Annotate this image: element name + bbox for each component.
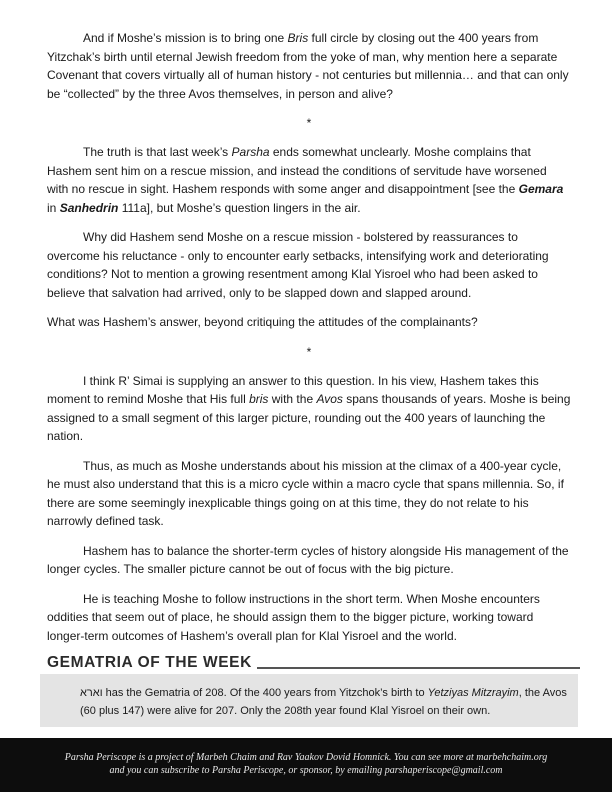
footer-line-2: and you can subscribe to Parsha Periscope, or sponsor, by emailing parshaperiscope@gmail.com: [109, 764, 503, 776]
article-body: [47, 29, 571, 656]
text-segment: Parsha: [231, 145, 270, 159]
text-segment: He is teaching Moshe to follow instructions in the short term. When Moshe encounters oddities that seem out of place, he should assign them to the bigger picture, working toward longer-term outcomes of Hashem’s overall plan for Klal Yisroel and the world.: [47, 591, 540, 643]
text-segment: Hashem has to balance the shorter-term cycles of history alongside His management of the longer cycles. The smaller picture cannot be out of focus with the big picture.: [47, 543, 569, 576]
gematria-box: [40, 674, 578, 727]
text-segment: , the Avos (60 plus 147) were alive for 207. Only the 208th year found Klal Yisroel on their own.: [80, 687, 567, 717]
text-segment: וארא: [80, 687, 103, 699]
text-segment: 111a], but Moshe’s question lingers in the air.: [118, 200, 361, 215]
paragraph: [47, 228, 571, 302]
footer: [0, 738, 612, 792]
text-segment: Yetziyas Mitzrayim: [427, 687, 519, 699]
paragraph: [47, 590, 571, 646]
text-segment: has the Gematria of 208. Of the 400 years from Yitzchok’s birth to: [102, 687, 428, 699]
gematria-title: GEMATRIA OF THE WEEK: [47, 654, 252, 671]
text-segment: with the: [268, 392, 317, 406]
text-segment: Gemara: [518, 182, 564, 196]
paragraph: [47, 143, 571, 217]
gematria-text: [80, 684, 568, 720]
text-segment: in: [47, 200, 60, 215]
footer-line-1: Parsha Periscope is a project of Marbeh Chaim and Rav Yaakov Dovid Homnick. You can see more at marbehchaim.org: [64, 752, 548, 763]
paragraph: [47, 457, 571, 531]
paragraph: [47, 542, 571, 579]
text-segment: Bris: [287, 31, 309, 45]
text-segment: Why did Hashem send Moshe on a rescue mission - bolstered by reassurances to overcome his reluctance - only to encounter early setbacks, intensifying work and deteriorating conditions? Not to mention a growing resentment among Klal Yisroel who had been asked to believe that salvation had arrived, only to be slapped down and slapped around.: [47, 230, 549, 300]
title-rule: [257, 667, 580, 669]
gematria-section-header: [47, 654, 580, 672]
paragraph: [47, 313, 571, 332]
paragraph: [47, 372, 571, 446]
section-separator: *: [306, 116, 312, 130]
text-segment: What was Hashem’s answer, beyond critiquing the attitudes of the complainants?: [47, 315, 478, 329]
text-segment: Sanhedrin: [59, 200, 119, 215]
text-segment: ends somewhat unclearly. Moshe complains that Hashem sent him on a rescue mission, and instead the conditions of servitude have worsened with no rescue in sight. Hashem responds with some anger and disappointment [see the: [47, 145, 547, 196]
section-separator: *: [306, 344, 312, 359]
text-segment: The truth is that last week’s: [83, 145, 232, 159]
text-segment: Avos: [316, 392, 343, 406]
text-segment: I think R’ Simai is supplying an answer to this question. In his view, Hashem takes this moment to remind Moshe that His full: [47, 373, 539, 406]
text-segment: bris: [249, 392, 269, 406]
text-segment: spans thousands of years. Moshe is being assigned to a small segment of this larger picture, rounding out the 400 years of launching the nation.: [47, 392, 571, 443]
paragraph: [47, 29, 571, 103]
text-segment: And if Moshe’s mission is to bring one: [83, 31, 288, 45]
text-segment: Thus, as much as Moshe understands about his mission at the climax of a 400-year cycle, he must also understand that this is a micro cycle within a macro cycle that spans millennia. So, if there are some seemingly inexplicable things going on at this time, they do not relate to his narrowly defined task.: [47, 458, 564, 528]
text-segment: full circle by closing out the 400 years from Yitzchak’s birth until eternal Jewish freedom from the yoke of man, why mention here a separate Covenant that covers virtually all of human history - not centuries but millennia… and that can only be “collected” by the three Avos themselves, in person and alive?: [47, 31, 569, 101]
